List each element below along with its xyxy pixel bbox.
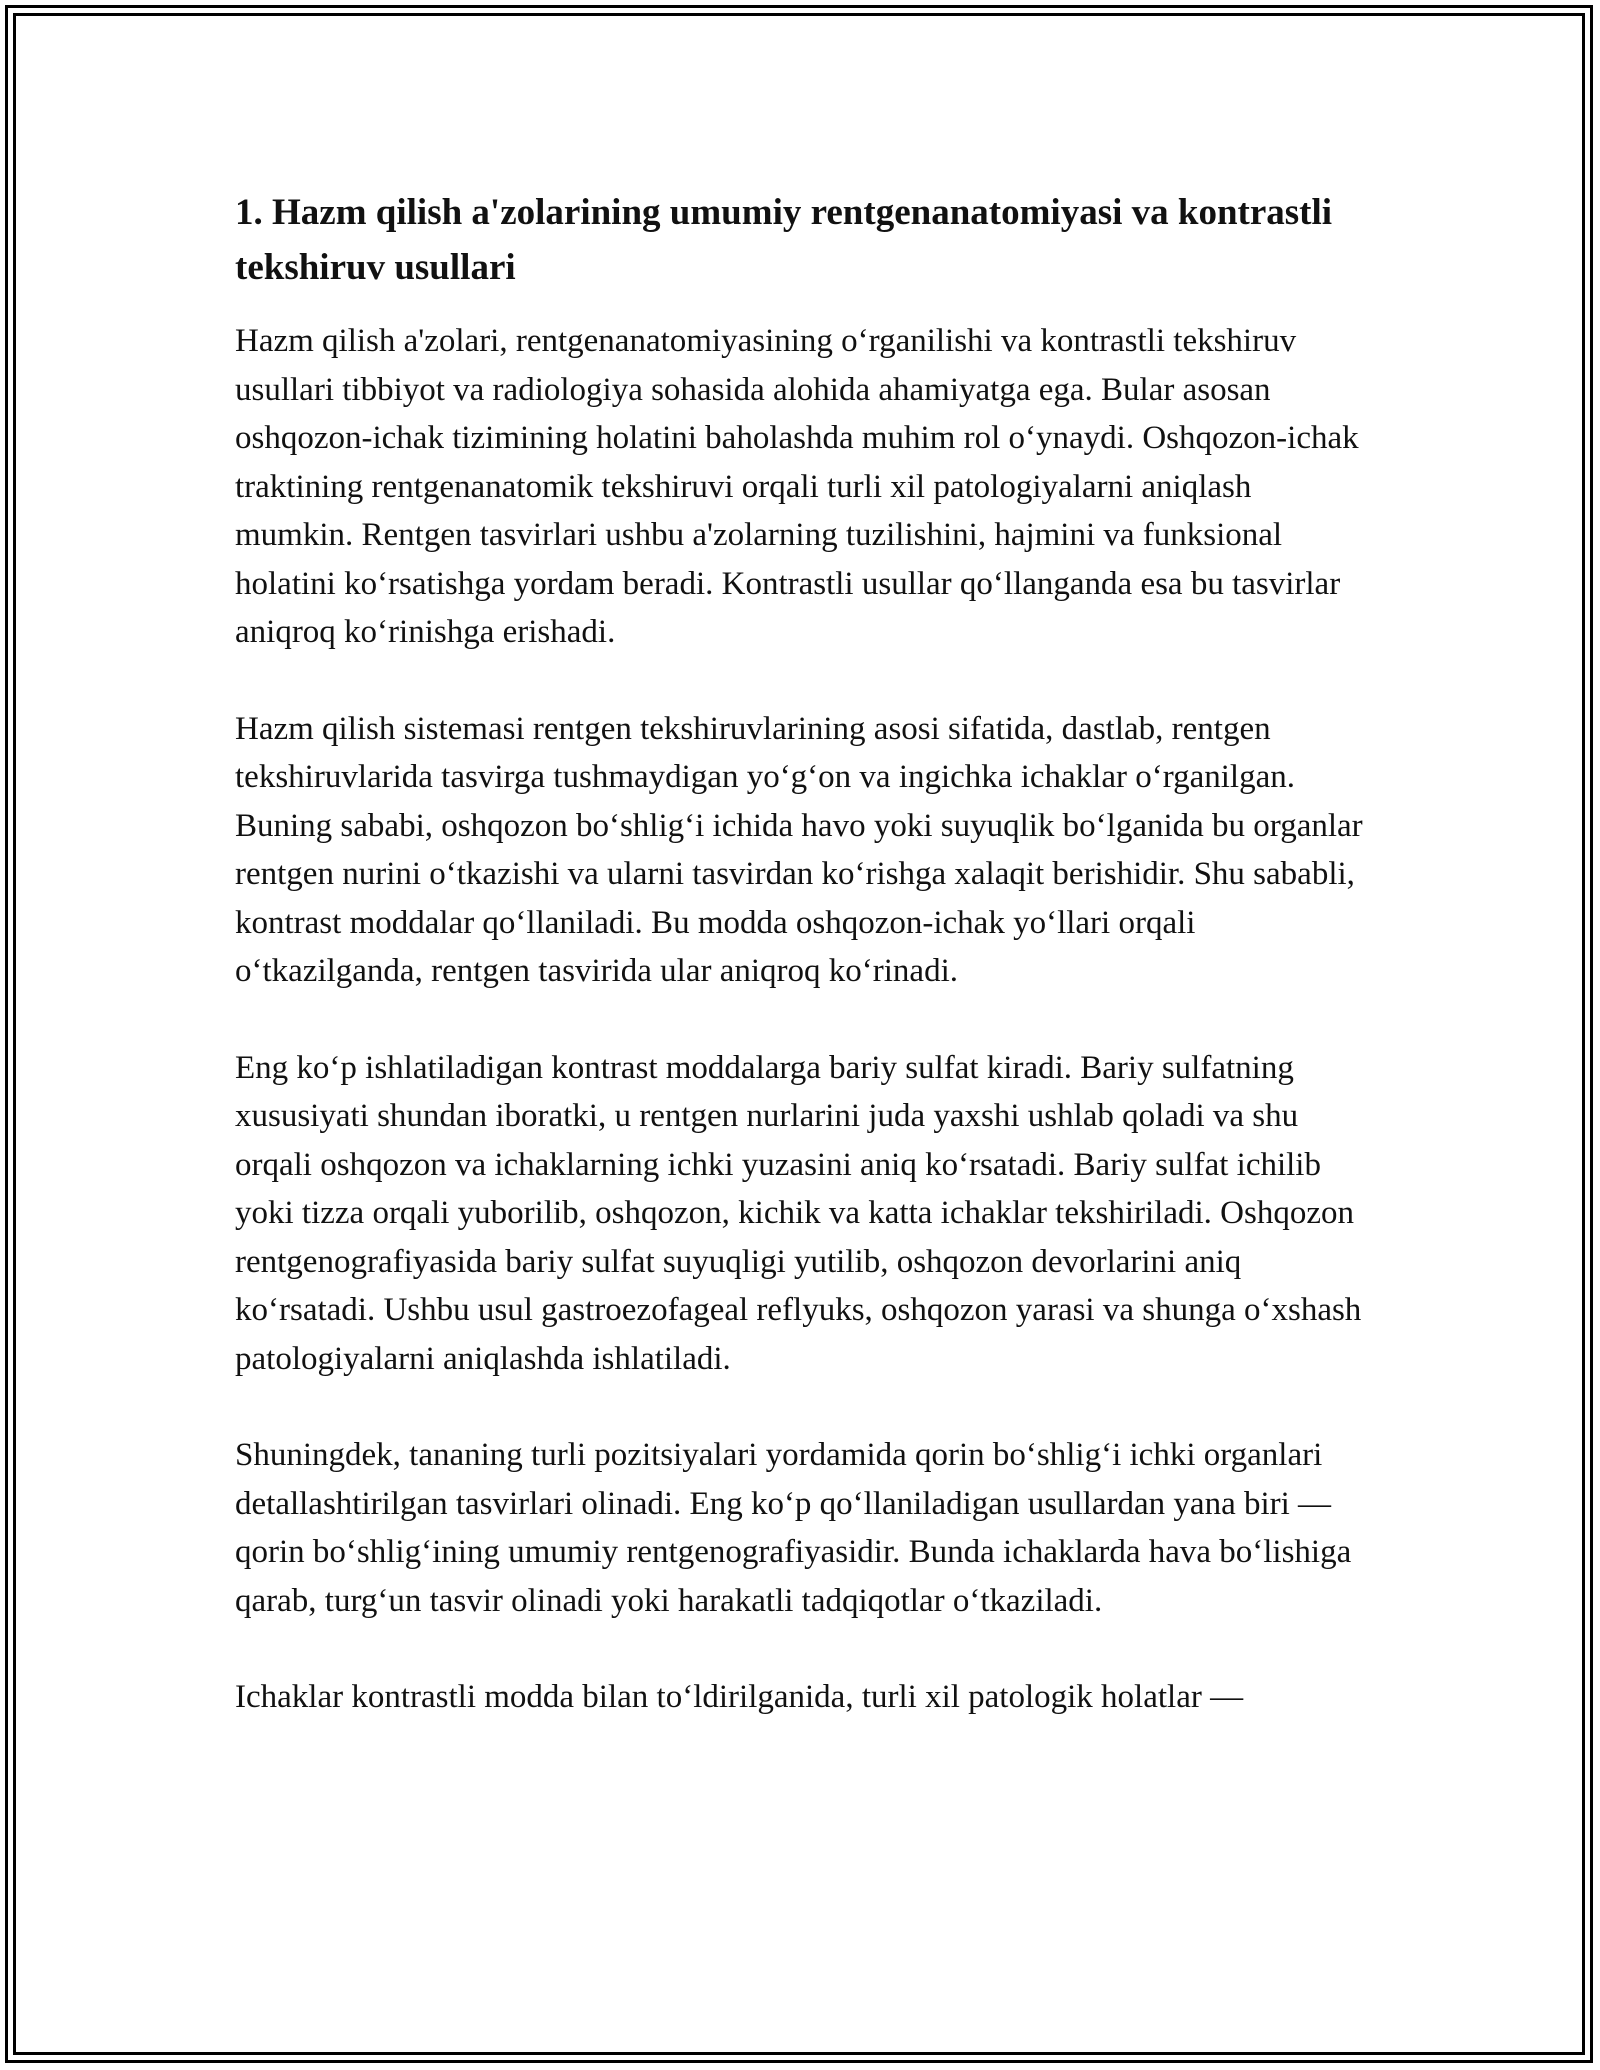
paragraph-4: Shuningdek, tananing turli pozitsiyalari yordamida qorin boʻshligʻi ichki organlari detallashtirilgan tasvirlari olinadi. Eng koʻp qoʻllaniladigan usullardan yana biri — qorin boʻshligʻining umumiy rentgenografiyasidir. Bunda ichaklarda hava boʻlishiga qarab, turgʻun tasvir olinadi yoki harakatli tadqiqotlar oʻtkaziladi. bbox=[235, 1437, 1352, 1619]
paragraph-5: Ichaklar kontrastli modda bilan toʻldirilganida, turli xil patologik holatlar — bbox=[235, 1679, 1244, 1715]
paragraph-3: Eng koʻp ishlatiladigan kontrast moddalarga bariy sulfat kiradi. Bariy sulfatning xususiyati shundan iboratki, u rentgen nurlarini juda yaxshi ushlab qoladi va shu orqali oshqozon va ichaklarning ichki yuzasini aniq koʻrsatadi. Bariy sulfat ichilib yoki tizza orqali yuborilib, oshqozon, kichik va katta ichaklar tekshiriladi. Oshqozon rentgenografiyasida bariy sulfat suyuqligi yutilib, oshqozon devorlarini aniq koʻrsatadi. Ushbu usul gastroezofageal reflyuks, oshqozon yarasi va shunga oʻxshash patologiyalarni aniqlashda ishlatiladi. bbox=[235, 1049, 1362, 1377]
section-heading: 1. Hazm qilish a'zolarining umumiy rentgenanatomiyasi va kontrastli tekshiruv usullari bbox=[235, 192, 1333, 288]
paragraph-1: Hazm qilish a'zolari, rentgenanatomiyasining oʻrganilishi va kontrastli tekshiruv usullari tibbiyot va radiologiya sohasida alohida ahamiyatga ega. Bular asosan oshqozon-ichak tizimining holatini baholashda muhim rol oʻynaydi. Oshqozon-ichak traktining rentgenanatomik tekshiruvi orqali turli xil patologiyalarni aniqlash mumkin. Rentgen tasvirlari ushbu a'zolarning tuzilishini, hajmini va funksional holatini koʻrsatishga yordam beradi. Kontrastli usullar qoʻllanganda esa bu tasvirlar aniqroq koʻrinishga erishadi. bbox=[235, 323, 1359, 650]
paragraph-2: Hazm qilish sistemasi rentgen tekshiruvlarining asosi sifatida, dastlab, rentgen tekshiruvlarida tasvirga tushmaydigan yoʻgʻon va ingichka ichaklar oʻrganilgan. Buning sababi, oshqozon boʻshligʻi ichida havo yoki suyuqlik boʻlganida bu organlar rentgen nurini oʻtkazishi va ularni tasvirdan koʻrishga xalaqit berishidir. Shu sababli, kontrast moddalar qoʻllaniladi. Bu modda oshqozon-ichak yoʻllari orqali oʻtkazilganda, rentgen tasvirida ular aniqroq koʻrinadi. bbox=[235, 710, 1363, 989]
document-body bbox=[235, 185, 1365, 1770]
